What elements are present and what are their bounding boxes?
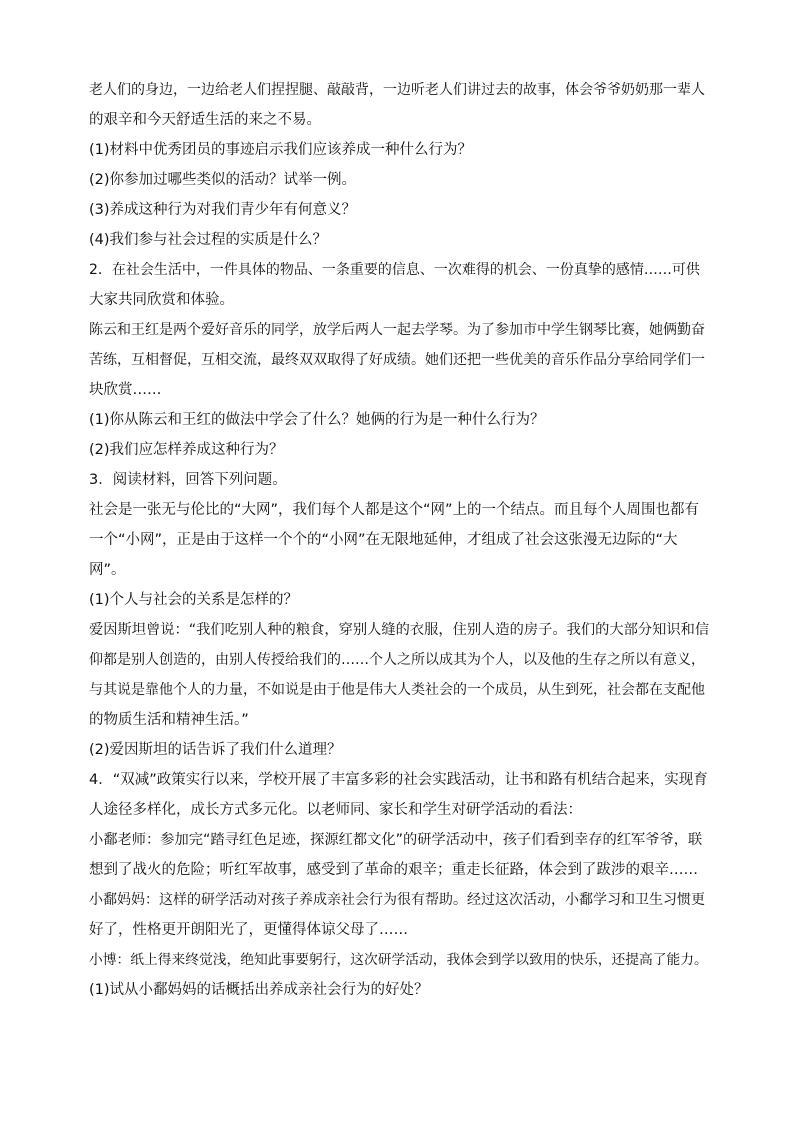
text-line: 爱因斯坦曾说：“我们吃别人种的粮食，穿别人缝的衣服，住别人造的房子。我们的大部分知识和信 [89,622,710,638]
text-line: 3．阅读材料，回答下列问题。 [89,472,287,488]
text-line: (3)养成这种行为对我们青少年有何意义？ [89,202,357,218]
text-line: 苦练，互相督促，互相交流，最终双双取得了好成绩。她们还把一些优美的音乐作品分享给同学们一 [89,352,705,368]
text-line: 小鄱老师：参加完“踏寻红色足迹，探源红都文化”的研学活动中，孩子们看到幸存的红军爷爷，联 [89,832,703,848]
text-line: 小鄱妈妈：这样的研学活动对孩子养成亲社会行为很有帮助。经过这次活动，小鄱学习和卫生习惯更 [89,892,705,908]
text-line: (1)你从陈云和王红的做法中学会了什么？她俩的行为是一种什么行为？ [89,412,545,428]
text-line: 大家共同欣赏和体验。 [89,292,234,308]
text-line: 一个“小网”，正是由于这样一个个的“小网”在无限地延伸，才组成了社会这张漫无边际的“大 [89,532,678,548]
text-line: 好了，性格更开朗阳光了，更懂得体谅父母了…… [89,922,408,938]
text-line: 2．在社会生活中，一件具体的物品、一条重要的信息、一次难得的机会、一份真挚的感情……可供 [89,262,700,278]
text-line: (4)我们参与社会过程的实质是什么？ [89,232,328,248]
text-line: 仰都是别人创造的，由别人传授给我们的……个人之所以成其为个人，以及他的生存之所以有意义， [89,652,705,668]
text-line: 陈云和王红是两个爱好音乐的同学，放学后两人一起去学琴。为了参加市中学生钢琴比赛，她俩勤奋 [89,322,705,338]
text-line: 的物质生活和精神生活。” [89,712,249,728]
document-page [89,75,709,1005]
text-line: 人途径多样化，成长方式多元化。以老师同、家长和学生对研学活动的看法： [89,802,582,818]
text-line: 的艰辛和今天舒适生活的来之不易。 [89,112,321,128]
text-line: (1)个人与社会的关系是怎样的？ [89,592,299,608]
text-line: (2)爱因斯坦的话告诉了我们什么道理？ [89,742,342,758]
text-line: (1)试从小鄱妈妈的话概括出养成亲社会行为的好处？ [89,982,429,998]
text-line: 与其说是靠他个人的力量，不如说是由于他是伟大人类社会的一个成员，从生到死，社会都在支配他 [89,682,705,698]
text-line: 老人们的身边，一边给老人们捏捏腿、敲敲背，一边听老人们讲过去的故事，体会爷爷奶奶那一辈人 [89,82,705,98]
text-line: 小博：纸上得来终觉浅，绝知此事要躬行，这次研学活动，我体会到学以致用的快乐，还提高了能力。 [89,952,708,968]
text-line: 网”。 [89,562,126,578]
text-line: 想到了战火的危险；听红军故事，感受到了革命的艰辛；重走长征路，体会到了跋涉的艰辛…… [89,862,698,878]
text-line: (2)我们应怎样养成这种行为？ [89,442,284,458]
text-line: 块欣赏…… [89,382,162,398]
text-line: 社会是一张无与伦比的“大网”，我们每个人都是这个“网”上的一个结点。而且每个人周围也都有 [89,502,700,518]
text-line: 4．“双减”政策实行以来，学校开展了丰富多彩的社会实践活动，让书和路有机结合起来，实现育 [89,772,708,788]
text-line: (2)你参加过哪些类似的活动？试举一例。 [89,172,357,188]
text-line: (1)材料中优秀团员的事迹启示我们应该养成一种什么行为？ [89,142,473,158]
